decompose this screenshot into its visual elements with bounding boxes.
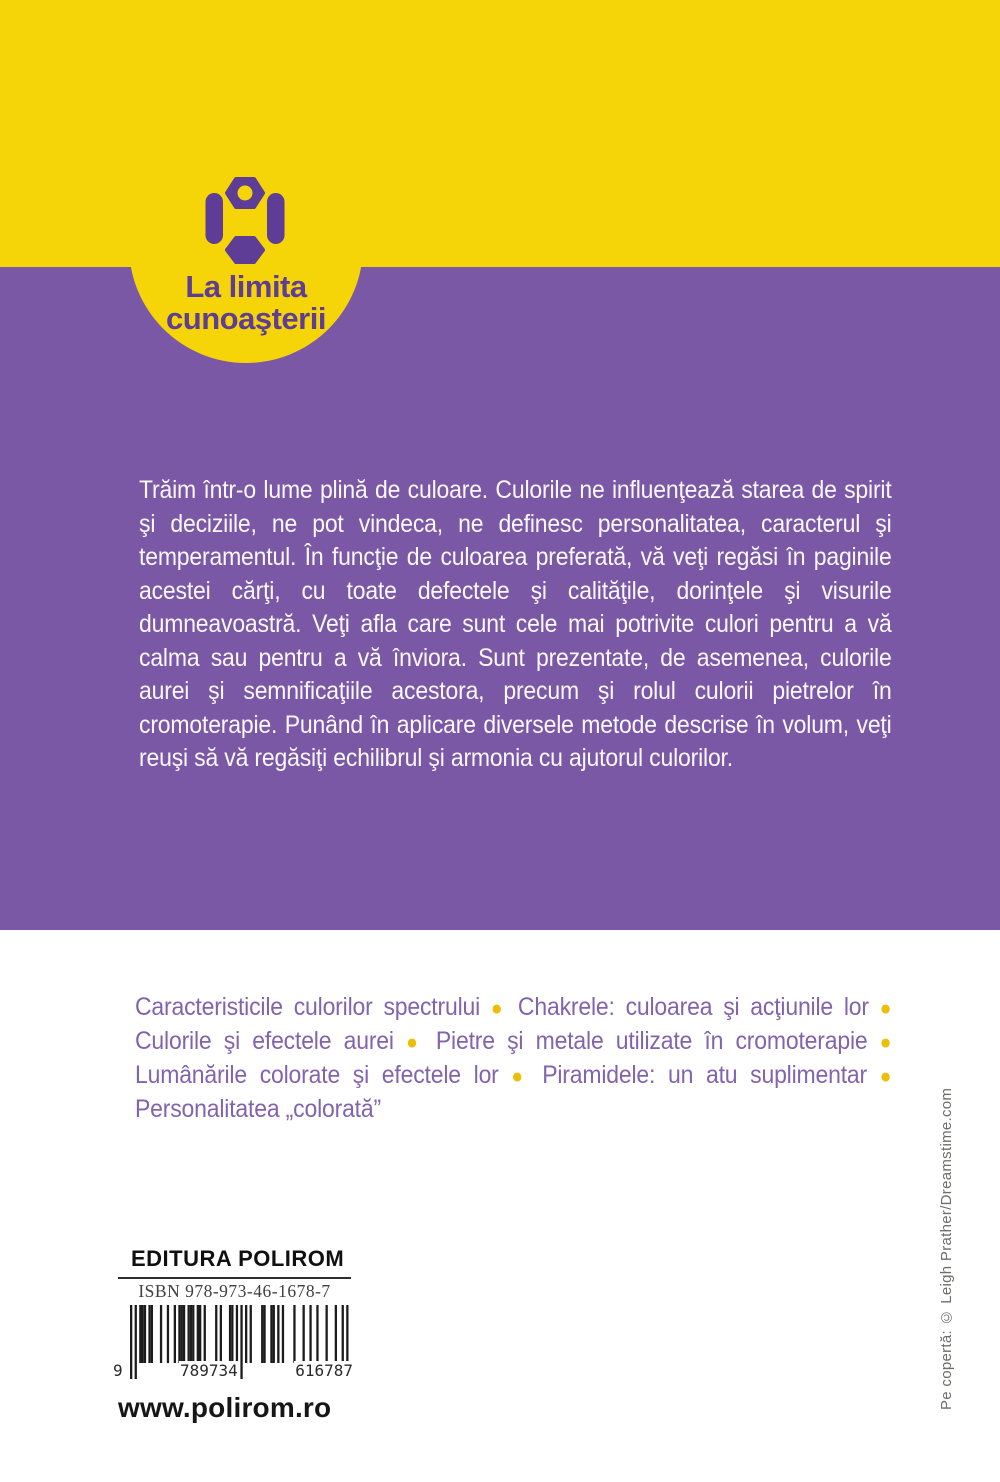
synopsis-text: Trăim într-o lume plină de culoare. Culorile ne influenţează starea de spirit şi deciziile, ne pot vindeca, ne definesc personalitatea, caracterul şi temperamentul. În funcţie de culoarea preferată, vă veţi regăsi în paginile acestei cărţi, cu toate defectele şi calităţile, dorinţele şi visurile dumneavoastră. Veţi afla care sunt cele mai potrivite culori pentru a vă calma sau pentru a vă înviora. Sunt prezentate, de asemenea, culorile aurei şi semnificaţiile acestora, precum şi rolul culorii pietrelor în cromoterapie. Punând în aplicare diversele metode descrise în volum, veţi reuşi să vă regăsiţi echilibrul şi armonia cu ajutorul culorilor. xyxy=(139,476,892,772)
barcode-digit-group: 9 xyxy=(113,1361,123,1380)
logo-left-pill xyxy=(206,193,224,244)
bullet-icon: ● xyxy=(879,1065,892,1088)
bullet-icon: ● xyxy=(406,1031,424,1054)
series-title-line2: cunoaşterii xyxy=(166,301,326,336)
barcode-digit-group: 789734 xyxy=(180,1361,238,1380)
topics-list xyxy=(135,991,891,1125)
bullet-icon: ● xyxy=(879,1031,892,1054)
series-title-line1: La limita xyxy=(185,269,307,304)
logo-bottom-hex xyxy=(227,238,263,262)
bullet-icon: ● xyxy=(879,997,892,1020)
logo-right-pill xyxy=(267,193,285,244)
bullet-icon: ● xyxy=(511,1065,530,1088)
topic-item: Personalitatea „colorată” xyxy=(135,1095,381,1123)
isbn-number: ISBN 978-973-46-1678-7 xyxy=(138,1281,331,1301)
isbn-block xyxy=(113,1277,353,1383)
cover-photo-credit: Pe copertă: © Leigh Prather/Dreamstime.com xyxy=(938,1087,955,1410)
bullet-icon: ● xyxy=(490,997,508,1020)
series-logo-icon xyxy=(203,176,287,266)
publisher-name: EDITURA POLIROM xyxy=(131,1246,345,1271)
ean-barcode xyxy=(113,1305,353,1383)
topic-item: Chakrele: culoarea şi acţiunile lor xyxy=(517,993,869,1021)
publisher-website: www.polirom.ro xyxy=(118,1392,332,1423)
isbn-rule xyxy=(118,1277,351,1279)
series-title xyxy=(129,271,363,335)
topic-item: Culorile şi efectele aurei xyxy=(135,1027,394,1055)
barcode-digits xyxy=(112,1361,354,1380)
barcode-digit-group: 616787 xyxy=(295,1361,353,1380)
topic-item: Caracteristicile culorilor spectrului xyxy=(135,993,481,1021)
topic-item: Piramidele: un atu suplimentar xyxy=(542,1061,868,1089)
logo-hex-hole xyxy=(238,186,253,201)
topic-item: Lumânările colorate şi efectele lor xyxy=(135,1061,499,1089)
topic-item: Pietre şi metale utilizate în cromoterapie xyxy=(435,1027,868,1055)
